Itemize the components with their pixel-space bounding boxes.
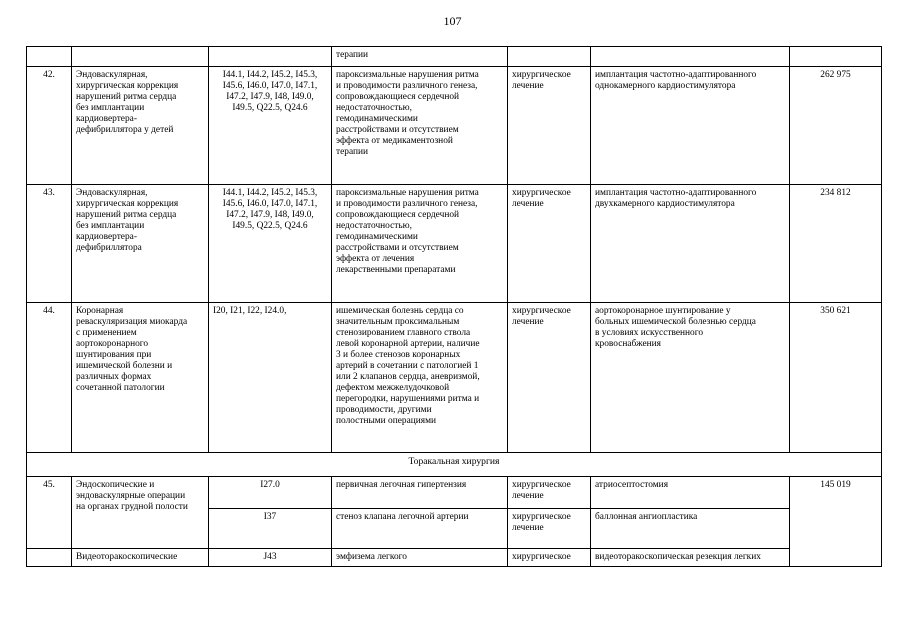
cell-name: [72, 47, 209, 67]
table-row: [27, 549, 882, 567]
cell-name: Видеоторакоскопические: [72, 549, 209, 567]
cell-method: имплантация частотно-адаптированного двухкамерного кардиостимулятора: [591, 185, 790, 303]
cell-codes: I37: [209, 509, 332, 549]
table-row: [27, 185, 882, 303]
cell-cost: 350 621: [790, 303, 882, 453]
cell-num: 42.: [27, 67, 72, 185]
cell-condition: пароксизмальные нарушения ритма и проводимости различного генеза, сопровождающиеся сердечной недостаточностью, гемодинамическими расстройствами и отсутствием эффекта от медикаментозной терапии: [332, 67, 508, 185]
procedures-table: [26, 46, 882, 567]
cell-num: 45.: [27, 477, 72, 549]
cell-condition: стеноз клапана легочной артерии: [332, 509, 508, 549]
cell-cost: [790, 47, 882, 67]
cell-treatment: хирургическое лечение: [508, 509, 591, 549]
cell-condition: эмфизема легкого: [332, 549, 508, 567]
section-row: [27, 453, 882, 477]
cell-condition: терапии: [332, 47, 508, 67]
cell-codes: I27.0: [209, 477, 332, 509]
continuation-row: [27, 47, 882, 67]
table-row: [27, 477, 882, 509]
cell-method: имплантация частотно-адаптированного однокамерного кардиостимулятора: [591, 67, 790, 185]
cell-codes: I44.1, I44.2, I45.2, I45.3, I45.6, I46.0, I47.0, I47.1, I47.2, I47.9, I48, I49.0, I49.5, Q22.5, Q24.6: [209, 67, 332, 185]
cell-condition: ишемическая болезнь сердца со значительным проксимальным стенозированием главного ствола левой коронарной артерии, наличие 3 и более стенозов коронарных артерий в сочетании с патологией 1 или 2 клапанов сердца, аневризмой, дефектом межжелудочковой перегородки, нарушениями ритма и проводимости, другими полостными операциями: [332, 303, 508, 453]
page-number: 107: [443, 14, 462, 28]
cell-cost: 234 812: [790, 185, 882, 303]
cell-codes: I20, I21, I22, I24.0,: [209, 303, 332, 453]
cell-codes: J43: [209, 549, 332, 567]
table-row: [27, 67, 882, 185]
cell-name: Коронарная реваскуляризация миокарда с применением аортокоронарного шунтирования при ишемической болезни и различных формах сочетанной патологии: [72, 303, 209, 453]
cell-num: 44.: [27, 303, 72, 453]
cell-codes: [209, 47, 332, 67]
table-row: [27, 303, 882, 453]
cell-num: [27, 549, 72, 567]
cell-treatment: хирургическое лечение: [508, 477, 591, 509]
cell-treatment: [508, 47, 591, 67]
cell-cost: 262 975: [790, 67, 882, 185]
cell-method: баллонная ангиопластика: [591, 509, 790, 549]
cell-method: [591, 47, 790, 67]
cell-method: атриосептостомия: [591, 477, 790, 509]
cell-treatment: хирургическое: [508, 549, 591, 567]
cell-num: [27, 47, 72, 67]
cell-condition: первичная легочная гипертензия: [332, 477, 508, 509]
cell-cost: 145 019: [790, 477, 882, 567]
cell-method: видеоторакоскопическая резекция легких: [591, 549, 790, 567]
cell-name: Эндоваскулярная, хирургическая коррекция нарушений ритма сердца без имплантации кардиовертера- дефибриллятора: [72, 185, 209, 303]
cell-num: 43.: [27, 185, 72, 303]
cell-method: аортокоронарное шунтирование у больных ишемической болезнью сердца в условиях искусственного кровоснабжения: [591, 303, 790, 453]
section-title: Торакальная хирургия: [27, 453, 882, 477]
cell-codes: I44.1, I44.2, I45.2, I45.3, I45.6, I46.0, I47.0, I47.1, I47.2, I47.9, I48, I49.0, I49.5, Q22.5, Q24.6: [209, 185, 332, 303]
cell-treatment: хирургическое лечение: [508, 67, 591, 185]
cell-treatment: хирургическое лечение: [508, 303, 591, 453]
cell-name: Эндоскопические и эндоваскулярные операции на органах грудной полости: [72, 477, 209, 549]
cell-condition: пароксизмальные нарушения ритма и проводимости различного генеза, сопровождающиеся сердечной недостаточностью, гемодинамическими расстройствами и отсутствием эффекта от лечения лекарственными препаратами: [332, 185, 508, 303]
cell-name: Эндоваскулярная, хирургическая коррекция нарушений ритма сердца без имплантации кардиовертера- дефибриллятора у детей: [72, 67, 209, 185]
cell-treatment: хирургическое лечение: [508, 185, 591, 303]
